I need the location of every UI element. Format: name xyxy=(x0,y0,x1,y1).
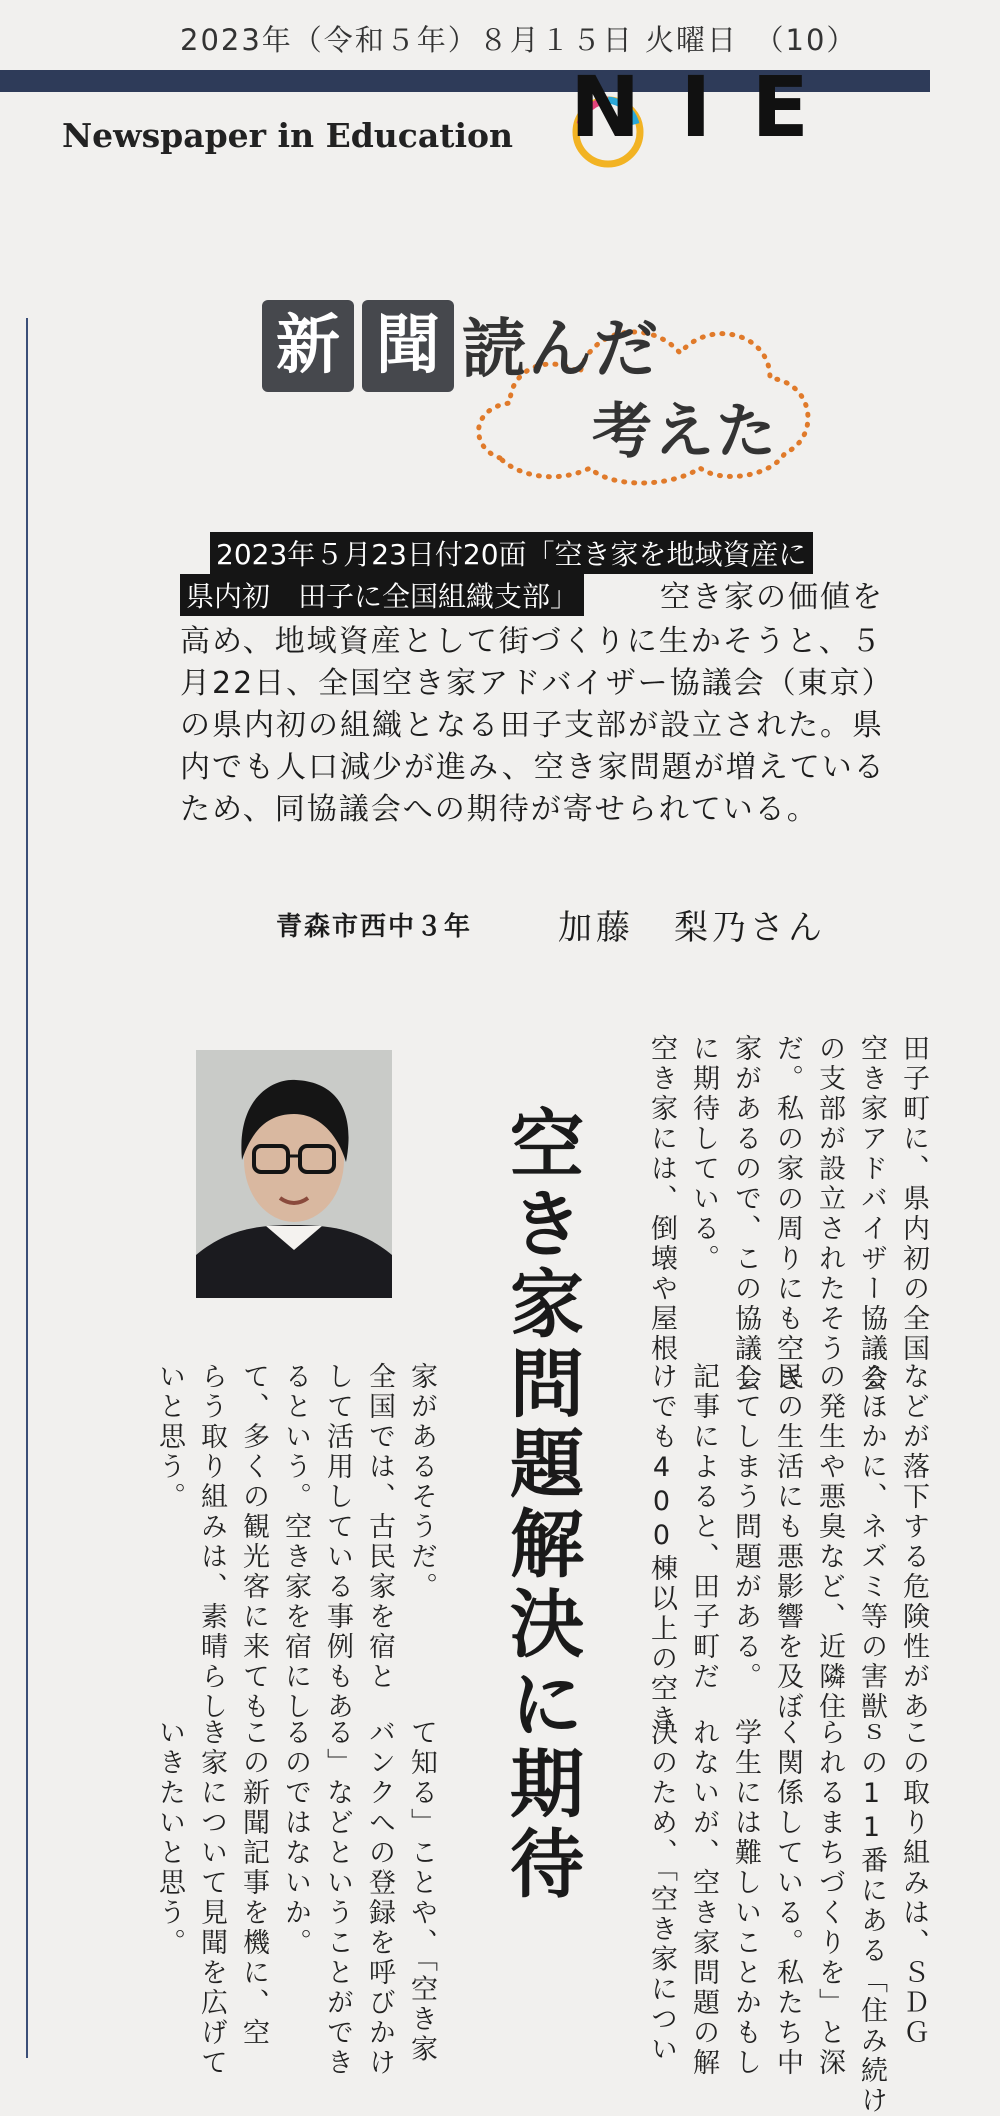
logo-box-shin xyxy=(262,300,354,392)
body-column: してしまう問題がある。 xyxy=(730,1362,761,1692)
body-column: 家があるそうだ。 xyxy=(406,1362,437,1602)
body-column: き家について見聞を広げて xyxy=(196,1718,227,2078)
lead-first-line: 空き家の価値を xyxy=(660,580,884,615)
body-column: 民の生活にも悪影響を及ぼ xyxy=(772,1362,803,1722)
body-column: られるまちづくりを」と深 xyxy=(814,1718,845,2078)
lead-headline-1: 2023年５月23日付20面「空き家を地域資産に xyxy=(210,532,813,574)
nie-logo-letters: NIE xyxy=(570,58,849,156)
body-column: の支部が設立されたそう xyxy=(814,1034,845,1364)
body-column: 田子町に、県内初の全国 xyxy=(898,1034,929,1364)
body-column: 決のため、「空き家につい xyxy=(646,1718,677,2065)
body-column: らう取り組みは、素晴らし xyxy=(196,1362,227,1722)
author-family-name: 加藤 xyxy=(558,908,634,948)
date-line: 2023年（令和５年）８月１５日 火曜日 （10） xyxy=(180,23,858,57)
body-column: 全国では、古民家を宿と xyxy=(364,1362,395,1692)
logo-line-kangaeta: 考えた xyxy=(592,397,778,467)
body-column: れないが、空き家問題の解 xyxy=(688,1718,719,2078)
body-column: く関係している。私たち中 xyxy=(772,1718,803,2078)
body-column: 空き家には、倒壊や屋根 xyxy=(646,1034,677,1364)
author-given-name: 梨乃さん xyxy=(674,908,826,948)
logo-char-shin: 新 xyxy=(276,309,340,383)
body-column: 家があるので、この協議会 xyxy=(730,1034,761,1394)
body-column: 空き家アドバイザー協議会 xyxy=(856,1034,887,1394)
body-column: この新聞記事を機に、空 xyxy=(238,1718,269,2048)
body-column: る」などということができ xyxy=(322,1718,353,2078)
lead-line: 高め、地域資産として街づくりに生かそうと、５ xyxy=(180,624,883,659)
body-column: るのではないか。 xyxy=(280,1718,311,1958)
body-column: などが落下する危険性があ xyxy=(898,1362,929,1722)
lead-line: の県内初の組織となる田子支部が設立された。県 xyxy=(180,708,884,743)
left-rule xyxy=(26,318,28,2058)
article-title: 空き家問題解決に期待 xyxy=(498,1105,584,1905)
lead-line: 内でも人口減少が進み、空き家問題が増えている xyxy=(180,750,886,785)
logo-line-yonda: 読んだ xyxy=(462,313,660,387)
body-column: るという。空き家を宿にし xyxy=(280,1362,311,1722)
body-column: の発生や悪臭など、近隣住 xyxy=(814,1362,845,1722)
logo-box-bun xyxy=(362,300,454,392)
body-column: 学生には難しいことかもし xyxy=(730,1718,761,2078)
body-column: いと思う。 xyxy=(154,1362,185,1512)
author-photo xyxy=(196,1050,392,1298)
lead-headline-2: 県内初 田子に全国組織支部」 xyxy=(180,574,584,616)
body-column: るほかに、ネズミ等の害獣 xyxy=(856,1362,887,1722)
section-title: Newspaper in Education xyxy=(62,116,514,155)
body-column: ｓの11番にある「住み続け xyxy=(856,1718,887,2116)
body-column: て知る」ことや、「空き家 xyxy=(406,1718,437,2065)
body-column: だ。私の家の周りにも空き xyxy=(772,1034,803,1394)
lead-line: ため、同協議会への期待が寄せられている。 xyxy=(180,792,819,827)
logo-char-bun: 聞 xyxy=(376,309,440,383)
body-column: して活用している事例もあ xyxy=(322,1362,353,1722)
body-column: けでも400棟以上の空き xyxy=(646,1362,677,1734)
author-school: 青森市西中３年 xyxy=(276,912,473,942)
author-name xyxy=(558,900,826,949)
body-column: て、多くの観光客に来ても xyxy=(238,1362,269,1722)
body-column: バンクへの登録を呼びかけ xyxy=(364,1718,395,2078)
lead-line: 月22日、全国空き家アドバイザー協議会（東京） xyxy=(180,666,894,701)
portrait-icon xyxy=(196,1050,392,1298)
body-column: 記事によると、田子町だ xyxy=(688,1362,719,1692)
body-column: この取り組みは、ＳＤＧ xyxy=(898,1718,929,2048)
body-column: に期待している。 xyxy=(688,1034,719,1274)
body-column: いきたいと思う。 xyxy=(154,1718,185,1958)
